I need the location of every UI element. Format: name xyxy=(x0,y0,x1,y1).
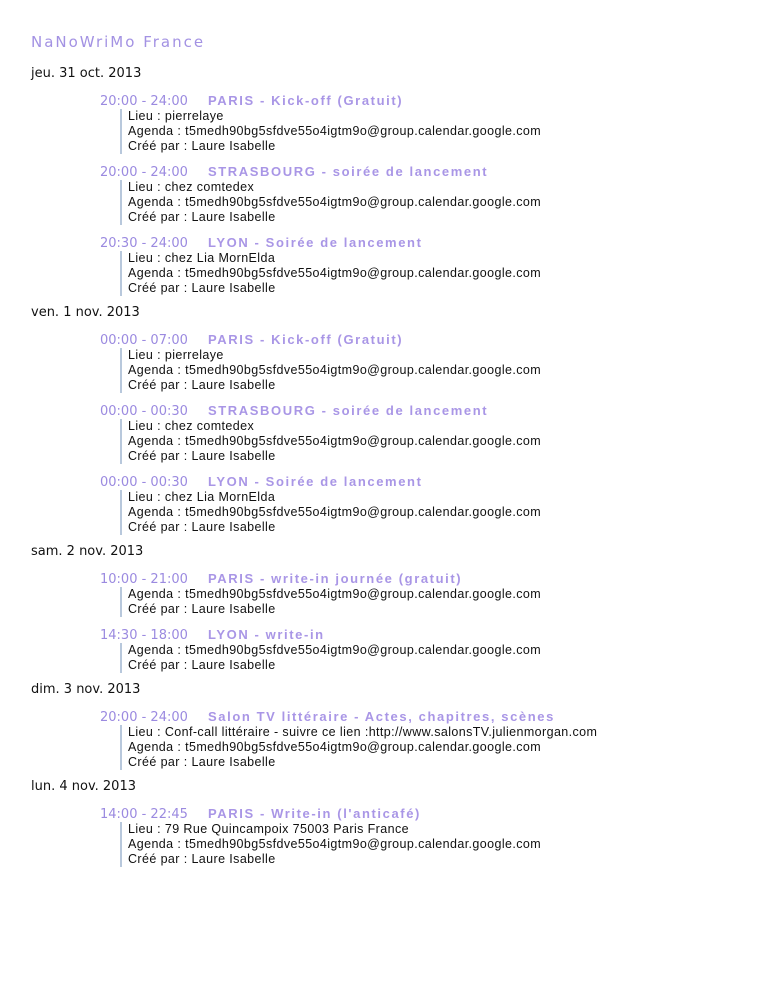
event-header xyxy=(100,401,768,419)
event-details xyxy=(120,180,768,225)
day-label: jeu. 31 oct. 2013 xyxy=(31,66,142,81)
event-time: 00:00 - 07:00 xyxy=(100,333,188,348)
event-item xyxy=(100,233,768,296)
event-item xyxy=(100,569,768,617)
day-label: dim. 3 nov. 2013 xyxy=(31,682,141,697)
day-group xyxy=(31,681,768,770)
event-time: 20:00 - 24:00 xyxy=(100,165,188,180)
event-item xyxy=(100,330,768,393)
event-detail-line: Créé par : Laure Isabelle xyxy=(128,139,276,153)
day-group xyxy=(31,543,768,673)
event-item xyxy=(100,91,768,154)
event-detail-line: Agenda : t5medh90bg5sfdve55o4igtm9o@group.calendar.google.com xyxy=(128,837,542,851)
event-item xyxy=(100,804,768,867)
day-group xyxy=(31,65,768,296)
event-item xyxy=(100,472,768,535)
event-detail-line: Créé par : Laure Isabelle xyxy=(128,281,276,295)
event-detail-line: Lieu : 79 Rue Quincampoix 75003 Paris France xyxy=(128,822,409,836)
event-title-link[interactable]: PARIS - Kick-off (Gratuit) xyxy=(208,332,404,347)
event-header xyxy=(100,330,768,348)
day-list xyxy=(31,65,768,867)
event-item xyxy=(100,401,768,464)
event-time: 14:30 - 18:00 xyxy=(100,628,188,643)
event-detail-line: Agenda : t5medh90bg5sfdve55o4igtm9o@group.calendar.google.com xyxy=(128,363,542,377)
event-detail-line: Lieu : Conf-call littéraire - suivre ce lien :http://www.salonsTV.julienmorgan.com xyxy=(128,725,598,739)
event-time: 14:00 - 22:45 xyxy=(100,807,188,822)
event-item xyxy=(100,162,768,225)
event-detail-line: Agenda : t5medh90bg5sfdve55o4igtm9o@group.calendar.google.com xyxy=(128,434,542,448)
event-details xyxy=(120,251,768,296)
event-time: 20:00 - 24:00 xyxy=(100,94,188,109)
event-detail-line: Lieu : chez comtedex xyxy=(128,419,255,433)
event-details xyxy=(120,348,768,393)
event-detail-line: Agenda : t5medh90bg5sfdve55o4igtm9o@group.calendar.google.com xyxy=(128,643,542,657)
event-title-link[interactable]: PARIS - Write-in (l'anticafé) xyxy=(208,806,421,821)
event-detail-line: Créé par : Laure Isabelle xyxy=(128,210,276,224)
event-detail-line: Créé par : Laure Isabelle xyxy=(128,852,276,866)
event-details xyxy=(120,419,768,464)
event-detail-line: Créé par : Laure Isabelle xyxy=(128,520,276,534)
calendar-title: NaNoWriMo France xyxy=(31,33,206,51)
event-details xyxy=(120,109,768,154)
event-title-link[interactable]: STRASBOURG - soirée de lancement xyxy=(208,403,489,418)
event-title-link[interactable]: LYON - write-in xyxy=(208,627,325,642)
event-detail-line: Lieu : pierrelaye xyxy=(128,109,224,123)
event-details xyxy=(120,587,768,617)
event-time: 20:30 - 24:00 xyxy=(100,236,188,251)
event-detail-line: Agenda : t5medh90bg5sfdve55o4igtm9o@group.calendar.google.com xyxy=(128,266,542,280)
event-header xyxy=(100,569,768,587)
day-group xyxy=(31,778,768,867)
event-detail-line: Créé par : Laure Isabelle xyxy=(128,449,276,463)
day-label: ven. 1 nov. 2013 xyxy=(31,305,140,320)
event-title-link[interactable]: PARIS - Kick-off (Gratuit) xyxy=(208,93,404,108)
event-detail-line: Créé par : Laure Isabelle xyxy=(128,378,276,392)
event-header xyxy=(100,707,768,725)
event-detail-line: Lieu : chez Lia MornElda xyxy=(128,251,276,265)
event-title-link[interactable]: LYON - Soirée de lancement xyxy=(208,235,423,250)
day-label: sam. 2 nov. 2013 xyxy=(31,544,144,559)
event-item xyxy=(100,625,768,673)
event-detail-line: Lieu : chez Lia MornElda xyxy=(128,490,276,504)
event-details xyxy=(120,822,768,867)
event-title-link[interactable]: PARIS - write-in journée (gratuit) xyxy=(208,571,463,586)
day-label: lun. 4 nov. 2013 xyxy=(31,779,136,794)
event-detail-line: Agenda : t5medh90bg5sfdve55o4igtm9o@group.calendar.google.com xyxy=(128,195,542,209)
event-header xyxy=(100,472,768,490)
event-details xyxy=(120,643,768,673)
event-details xyxy=(120,725,768,770)
event-header xyxy=(100,804,768,822)
event-time: 10:00 - 21:00 xyxy=(100,572,188,587)
event-detail-line: Créé par : Laure Isabelle xyxy=(128,755,276,769)
event-title-link[interactable]: LYON - Soirée de lancement xyxy=(208,474,423,489)
event-header xyxy=(100,162,768,180)
event-item xyxy=(100,707,768,770)
event-detail-line: Agenda : t5medh90bg5sfdve55o4igtm9o@group.calendar.google.com xyxy=(128,124,542,138)
event-time: 20:00 - 24:00 xyxy=(100,710,188,725)
event-detail-line: Créé par : Laure Isabelle xyxy=(128,658,276,672)
event-time: 00:00 - 00:30 xyxy=(100,475,188,490)
event-title-link[interactable]: STRASBOURG - soirée de lancement xyxy=(208,164,489,179)
day-group xyxy=(31,304,768,535)
event-details xyxy=(120,490,768,535)
event-title-link[interactable]: Salon TV littéraire - Actes, chapitres, scènes xyxy=(208,709,555,724)
event-detail-line: Agenda : t5medh90bg5sfdve55o4igtm9o@group.calendar.google.com xyxy=(128,505,542,519)
event-detail-line: Créé par : Laure Isabelle xyxy=(128,602,276,616)
event-header xyxy=(100,233,768,251)
event-time: 00:00 - 00:30 xyxy=(100,404,188,419)
event-detail-line: Lieu : chez comtedex xyxy=(128,180,255,194)
event-detail-line: Lieu : pierrelaye xyxy=(128,348,224,362)
event-detail-line: Agenda : t5medh90bg5sfdve55o4igtm9o@group.calendar.google.com xyxy=(128,587,542,601)
event-header xyxy=(100,625,768,643)
event-header xyxy=(100,91,768,109)
event-detail-line: Agenda : t5medh90bg5sfdve55o4igtm9o@group.calendar.google.com xyxy=(128,740,542,754)
